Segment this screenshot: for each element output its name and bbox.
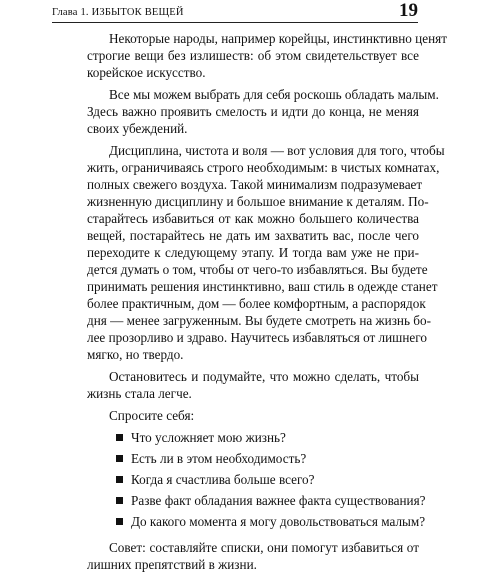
square-bullet-icon [116, 434, 123, 441]
question-text: Есть ли в этом необходимость? [131, 451, 307, 466]
list-item [87, 492, 426, 513]
list-item [87, 429, 419, 450]
text-line: мягко, но твердо. [87, 347, 184, 362]
text-line: принимать решения инстинктивно, ваш стиль в одежде станет [87, 279, 438, 294]
square-bullet-icon [116, 455, 123, 462]
paragraph-stop-and-think [87, 368, 419, 402]
question-text: До какого момента я могу довольствоваться малым? [131, 514, 426, 529]
paragraph-luxury-of-little [87, 86, 439, 137]
text-line: Совет: составляйте списки, они помогут избавиться от [109, 540, 419, 555]
text-line: Все мы можем выбрать для себя роскошь обладать малым. [109, 87, 439, 102]
question-text: Что усложняет мою жизнь? [131, 430, 286, 445]
list-item [87, 513, 426, 534]
chapter-title: Глава 1. ИЗБЫТОК ВЕЩЕЙ [52, 7, 184, 18]
square-bullet-icon [116, 518, 123, 525]
paragraph-advice [87, 539, 419, 573]
text-line: переходите к следующему этапу. И тогда вам уже не при- [87, 245, 419, 260]
question-text: Когда я счастлива больше всего? [131, 472, 315, 487]
list-item [87, 471, 419, 492]
text-line: более практичным, дом — более комфортным, а распорядок [87, 296, 426, 311]
question-list [87, 429, 426, 534]
paragraph-ask-yourself [87, 407, 419, 424]
text-line: Здесь важно проявить смелость и идти до конца, не меняя [87, 104, 419, 119]
text-line: Остановитесь и подумайте, что можно сделать, чтобы [109, 369, 419, 384]
text-line: дня — менее загруженным. Вы будете смотреть на жизнь бо- [87, 313, 432, 328]
text-line: полных свежего воздуха. Такой минимализм подразумевает [87, 177, 423, 192]
square-bullet-icon [116, 497, 123, 504]
body-text [87, 30, 447, 578]
square-bullet-icon [116, 476, 123, 483]
running-header [52, 2, 418, 23]
paragraph-discipline [87, 142, 445, 363]
page-number: 19 [399, 0, 418, 21]
text-line: дется думать о том, чтобы от чего-то избавляться. Вы будете [87, 262, 428, 277]
text-line: строгие вещи без излишеств: об этом свидетельствует все [87, 48, 419, 63]
text-line: Дисциплина, чистота и воля — вот условия для того, чтобы [109, 143, 445, 158]
text-line: вещей, постарайтесь не дать им захватить вас, после чего [87, 228, 419, 243]
text-line: жизнь стала легче. [87, 386, 192, 401]
text-line: жить, ограничиваясь строго необходимым: в чистых комнатах, [87, 160, 440, 175]
text-line: лее прозорливо и здраво. Научитесь избавляться от лишнего [87, 330, 427, 345]
text-line: корейское искусство. [87, 65, 206, 80]
text-line: жизненную дисциплину и большое внимание к деталям. По- [87, 194, 429, 209]
text-line: старайтесь избавиться от как можно большего количества [87, 211, 419, 226]
question-text: Разве факт обладания важнее факта существования? [131, 493, 426, 508]
text-line: Спросите себя: [109, 408, 195, 423]
paragraph-korean-art [87, 30, 447, 81]
text-line: Некоторые народы, например корейцы, инстинктивно ценят [109, 31, 447, 46]
text-line: лишних препятствий в жизни. [87, 557, 257, 572]
text-line: своих убеждений. [87, 121, 188, 136]
list-item [87, 450, 419, 471]
